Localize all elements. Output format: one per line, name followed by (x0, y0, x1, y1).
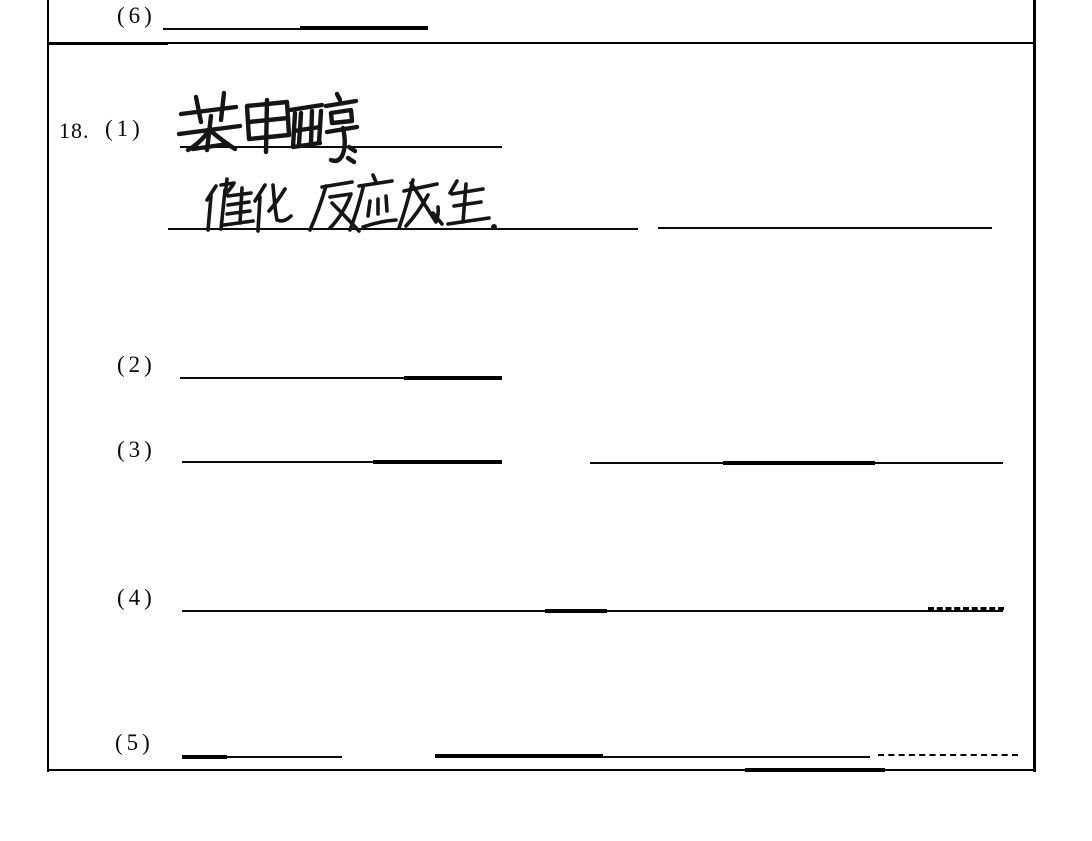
answer-box-bottom-border (48, 769, 1036, 771)
blank-line-item-6-dark-part (300, 26, 428, 30)
item-label-4: (4) (117, 585, 156, 610)
blank-line-part-1b-right (658, 227, 992, 229)
item-label-5: (5) (115, 730, 154, 755)
blank-line-part-3-right-dark-part (723, 461, 875, 465)
answer-box-right-border (1033, 0, 1036, 772)
question-number: 18. (59, 118, 90, 143)
blank-line-part-5-right-dark-part (435, 754, 603, 758)
blank-line-part-1b-left (168, 228, 638, 230)
blank-line-part-3-left-dark-part (373, 460, 502, 464)
answer-box-left-border (47, 0, 49, 772)
item-label-2: (2) (117, 352, 156, 377)
blank-line-part-4-dashed-tail (928, 607, 1004, 610)
handwriting-line1-benjiachun (179, 93, 357, 162)
blank-line-part-1 (180, 146, 502, 148)
handwriting-text-line2 (0, 0, 1, 1)
item-label-3: (3) (117, 437, 156, 462)
blank-line-part-4-dark-part (545, 609, 607, 613)
handwriting-line2-cuihua-fanying-fasheng (207, 175, 497, 231)
handwriting-text-line1 (0, 0, 1, 1)
section-divider-line-thick-part (48, 42, 168, 45)
blank-line-part-5-left-dark-part (182, 755, 227, 759)
blank-line-part-2-dark-part (404, 376, 502, 380)
section-divider-line (48, 42, 1036, 44)
blank-line-part-5-dashed-tail (878, 754, 1018, 756)
item-label-1: (1) (105, 116, 144, 141)
item-label-6: (6) (117, 3, 156, 28)
answer-box-bottom-border-thick-part (745, 768, 885, 772)
